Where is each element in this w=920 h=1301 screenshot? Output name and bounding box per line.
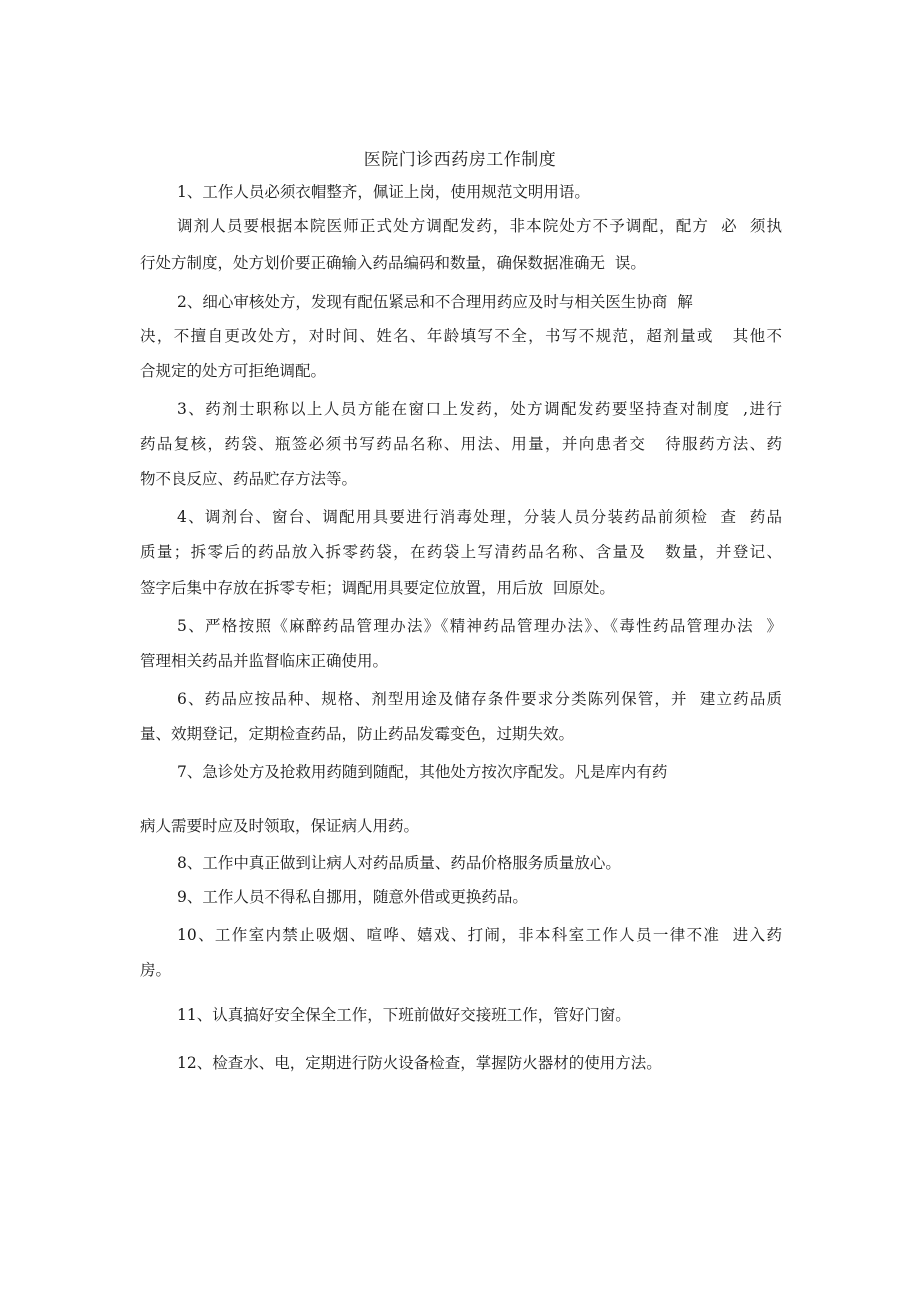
text-line: 8、工作中真正做到让病人对药品质量、药品价格服务质量放心。 bbox=[177, 854, 621, 872]
text-line: 4、调剂台、窗台、调配用具要进行消毒处理，分装人员分装药品前须检 查 药品 bbox=[177, 508, 782, 526]
text-line: 7、急诊处方及抢救用药随到随配，其他处方按次序配发。凡是库内有药 bbox=[177, 763, 668, 781]
text-line: 9、工作人员不得私自挪用，随意外借或更换药品。 bbox=[177, 888, 528, 906]
text-line: 1、工作人员必须衣帽整齐，佩证上岗，使用规范文明用语。 bbox=[177, 183, 590, 201]
text-line: 10、工作室内禁止吸烟、喧哗、嬉戏、打闹，非本科室工作人员一律不准 进入药 bbox=[177, 926, 782, 944]
text-line: 6、药品应按品种、规格、剂型用途及储存条件要求分类陈列保管，并 建立药品质 bbox=[177, 690, 782, 708]
text-line: 合规定的处方可拒绝调配。 bbox=[140, 362, 327, 380]
document-title: 医院门诊西药房工作制度 bbox=[363, 150, 557, 170]
text-line: 物不良反应、药品贮存方法等。 bbox=[140, 470, 358, 488]
text-line: 2、细心审核处方，发现有配伍紧忌和不合理用药应及时与相关医生协商 解 bbox=[177, 293, 693, 311]
text-line: 管理相关药品并监督临床正确使用。 bbox=[140, 652, 389, 670]
text-line: 质量；拆零后的药品放入拆零药袋，在药袋上写清药品名称、含量及 数量，并登记、 bbox=[140, 543, 782, 561]
text-line: 调剂人员要根据本院医师正式处方调配发药，非本院处方不予调配，配方 必 须执 bbox=[177, 217, 782, 235]
text-line: 签字后集中存放在拆零专柜；调配用具要定位放置，用后放 回原处。 bbox=[140, 579, 615, 597]
text-line: 房。 bbox=[140, 961, 172, 979]
text-line: 行处方制度，处方划价要正确输入药品编码和数量，确保数据准确无 误。 bbox=[140, 254, 646, 272]
text-line: 3、药剂士职称以上人员方能在窗口上发药，处方调配发药要坚持查对制度 ,进行 bbox=[177, 400, 782, 418]
text-line: 11、认真搞好安全保全工作，下班前做好交接班工作，管好门窗。 bbox=[177, 1006, 631, 1024]
text-line: 量、效期登记，定期检查药品，防止药品发霉变色，过期失效。 bbox=[140, 725, 575, 743]
text-line: 药品复核，药袋、瓶签必须书写药品名称、用法、用量，并向患者交 待服药方法、药 bbox=[140, 435, 782, 453]
text-line: 决，不擅自更改处方，对时间、姓名、年龄填写不全，书写不规范，超剂量或 其他不 bbox=[140, 327, 782, 345]
text-line: 12、检查水、电，定期进行防火设备检查，掌握防火器材的使用方法。 bbox=[177, 1054, 662, 1072]
text-line: 病人需要时应及时领取，保证病人用药。 bbox=[140, 817, 420, 835]
text-line: 5、严格按照《麻醉药品管理办法》《精神药品管理办法》、《毒性药品管理办法 》 bbox=[177, 617, 782, 635]
